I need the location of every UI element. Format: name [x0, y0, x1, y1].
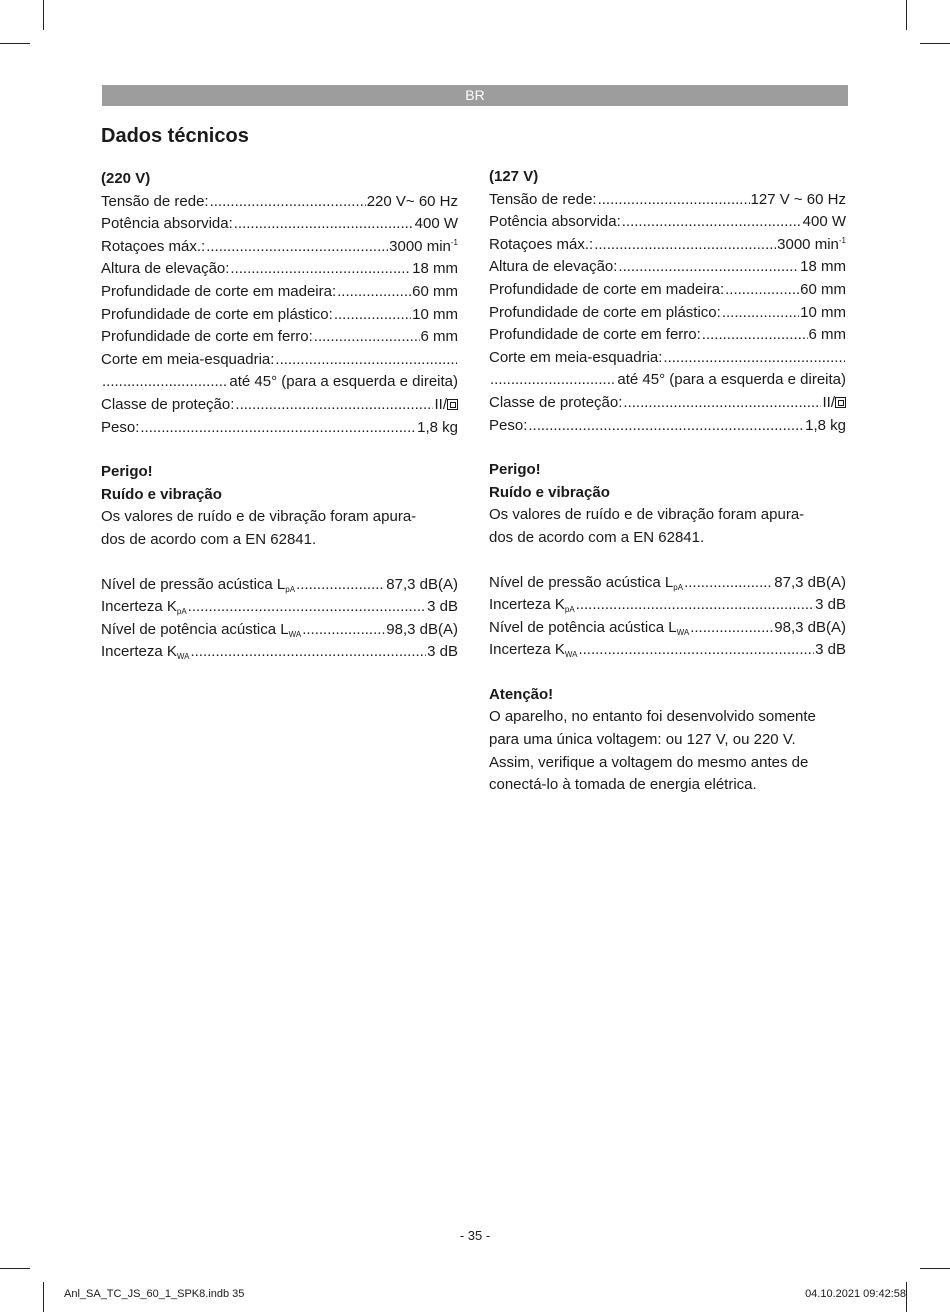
spec-value: 18 mm: [412, 260, 458, 278]
spec-value: 60 mm: [412, 282, 458, 300]
voltage-label: (127 V): [489, 168, 539, 185]
noise-label: Nível de potência acústica L: [489, 618, 677, 636]
spec-value: 1,8 kg: [805, 416, 846, 434]
noise-label-sub: WA: [676, 627, 690, 637]
spec-label: Classe de proteção:: [489, 393, 623, 411]
noise-label: Incerteza K: [489, 641, 565, 659]
spec-row: [101, 349, 458, 372]
spec-row: [101, 213, 458, 236]
voltage-label: (220 V): [101, 170, 151, 187]
danger-title: Perigo!: [489, 461, 541, 479]
spec-value: 6 mm: [420, 328, 458, 346]
noise-label-sub: pA: [285, 584, 296, 594]
spec-row: [489, 234, 846, 257]
protection-class-ii-icon: [835, 397, 846, 408]
noise-value: 3 dB: [815, 641, 846, 659]
spec-row: [101, 258, 458, 281]
crop-mark: [920, 1268, 950, 1269]
spec-value: II/: [434, 395, 447, 413]
page-number: - 35 -: [459, 1228, 491, 1243]
language-bar: BR: [102, 85, 848, 106]
spec-label: Classe de proteção:: [101, 395, 235, 413]
spec-value: 10 mm: [412, 305, 458, 323]
protection-class-ii-icon: [447, 399, 458, 410]
noise-label-sub: pA: [673, 582, 684, 592]
spec-value: até 45° (para a esquerda e direita): [229, 373, 458, 391]
spec-label: Peso:: [101, 418, 140, 436]
spec-value: 400 W: [802, 213, 846, 231]
spec-label: Corte em meia-esquadria:: [101, 350, 275, 368]
crop-mark: [43, 1282, 44, 1312]
spec-label: Altura de elevação:: [489, 258, 618, 276]
spec-row: [101, 394, 458, 417]
spec-value-exponent: -1: [838, 235, 846, 245]
spec-value: 10 mm: [800, 303, 846, 321]
spec-row: [489, 324, 846, 347]
crop-mark: [920, 43, 950, 44]
spec-row: [101, 371, 458, 394]
spec-value: 6 mm: [808, 326, 846, 344]
noise-row: [489, 639, 846, 662]
danger-subtitle: Ruído e vibração: [489, 483, 610, 501]
spec-value: 127 V ~ 60 Hz: [750, 190, 846, 208]
danger-subtitle: Ruído e vibração: [101, 485, 222, 503]
spec-row: [489, 369, 846, 392]
noise-label: Nível de potência acústica L: [101, 620, 289, 638]
spec-row: [489, 392, 846, 415]
spec-row: [489, 347, 846, 370]
spec-label: Profundidade de corte em plástico:: [101, 305, 333, 323]
spec-row: [101, 304, 458, 327]
attention-line: conectá-lo à tomada de energia elétrica.: [489, 776, 757, 794]
crop-mark: [0, 43, 30, 44]
crop-mark: [0, 1268, 30, 1269]
spec-label: Altura de elevação:: [101, 260, 230, 278]
noise-row: [489, 572, 846, 595]
spec-row: [489, 415, 846, 438]
noise-row: [101, 596, 458, 619]
attention-title: Atenção!: [489, 685, 554, 703]
spec-row: [101, 326, 458, 349]
attention-line: para uma única voltagem: ou 127 V, ou 220 V.: [489, 731, 796, 749]
spec-label: Profundidade de corte em ferro:: [101, 328, 313, 346]
noise-value: 3 dB: [427, 598, 458, 616]
spec-label: Profundidade de corte em ferro:: [489, 326, 701, 344]
page-title: Dados técnicos: [101, 125, 249, 147]
crop-mark: [43, 0, 44, 30]
spec-row: [101, 236, 458, 259]
attention-line: Assim, verifique a voltagem do mesmo antes de: [489, 753, 809, 771]
spec-row: [489, 211, 846, 234]
spec-label: Rotaçoes máx.:: [489, 235, 594, 253]
danger-title: Perigo!: [101, 463, 153, 481]
spec-value: 400 W: [414, 215, 458, 233]
column-127v: [489, 166, 846, 797]
spec-value: 60 mm: [800, 280, 846, 298]
spec-value: até 45° (para a esquerda e direita): [617, 371, 846, 389]
spec-label: Peso:: [489, 416, 528, 434]
spec-label: Profundidade de corte em madeira:: [101, 282, 337, 300]
spec-value: 1,8 kg: [417, 418, 458, 436]
noise-value: 3 dB: [815, 596, 846, 614]
spec-label: Tensão de rede:: [101, 192, 209, 210]
footer-timestamp: 04.10.2021 09:42:58: [805, 1288, 906, 1300]
noise-label-sub: WA: [564, 650, 578, 660]
noise-row: [101, 574, 458, 597]
spec-row: [489, 279, 846, 302]
spec-row: [489, 302, 846, 325]
spec-value: 18 mm: [800, 258, 846, 276]
danger-text: Os valores de ruído e de vibração foram apura- dos de acordo com a EN 62841.: [101, 508, 417, 548]
spec-value-exponent: -1: [450, 237, 458, 247]
noise-label: Incerteza K: [101, 598, 177, 616]
spec-label: Profundidade de corte em plástico:: [489, 303, 721, 321]
spec-row: [101, 417, 458, 440]
noise-row: [489, 594, 846, 617]
noise-label: Incerteza K: [489, 596, 565, 614]
noise-label-sub: WA: [288, 629, 302, 639]
crop-mark: [906, 0, 907, 30]
crop-mark: [906, 1282, 907, 1312]
spec-label: Profundidade de corte em madeira:: [489, 280, 725, 298]
noise-value: 98,3 dB(A): [386, 620, 458, 638]
spec-label: Corte em meia-esquadria:: [489, 348, 663, 366]
spec-label: Potência absorvida:: [101, 215, 233, 233]
noise-label: Incerteza K: [101, 643, 177, 661]
noise-label-sub: WA: [176, 652, 190, 662]
spec-label: Potência absorvida:: [489, 213, 621, 231]
spec-row: [489, 189, 846, 212]
noise-label-sub: pA: [564, 605, 575, 615]
noise-row: [101, 619, 458, 642]
noise-label: Nível de pressão acústica L: [489, 573, 674, 591]
noise-row: [489, 617, 846, 640]
spec-value: 220 V~ 60 Hz: [366, 192, 458, 210]
noise-label: Nível de pressão acústica L: [101, 575, 286, 593]
spec-value: II/: [822, 393, 835, 411]
danger-text: Os valores de ruído e de vibração foram apura- dos de acordo com a EN 62841.: [489, 506, 805, 546]
column-220v: [101, 168, 458, 664]
spec-row: [101, 281, 458, 304]
noise-value: 87,3 dB(A): [386, 575, 458, 593]
noise-value: 3 dB: [427, 643, 458, 661]
noise-value: 98,3 dB(A): [774, 618, 846, 636]
spec-value: 3000 min: [389, 237, 451, 255]
spec-row: [489, 256, 846, 279]
noise-label-sub: pA: [176, 607, 187, 617]
footer-file: Anl_SA_TC_JS_60_1_SPK8.indb 35: [64, 1288, 245, 1300]
spec-label: Tensão de rede:: [489, 190, 597, 208]
spec-value: 3000 min: [777, 235, 839, 253]
noise-row: [101, 641, 458, 664]
spec-label: Rotaçoes máx.:: [101, 237, 206, 255]
attention-line: O aparelho, no entanto foi desenvolvido somente: [489, 708, 816, 726]
spec-row: [101, 191, 458, 214]
noise-value: 87,3 dB(A): [774, 573, 846, 591]
